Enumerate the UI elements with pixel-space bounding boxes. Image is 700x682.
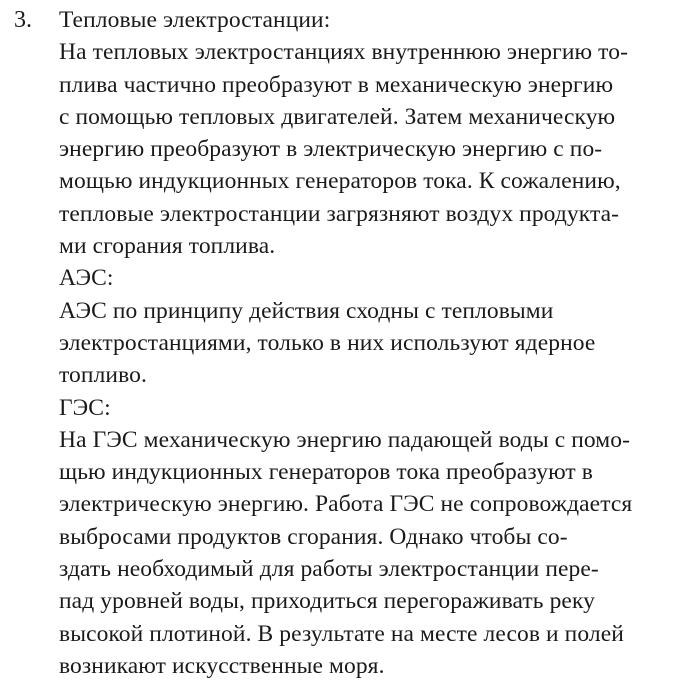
text-line: здать необходимый для работы электростанции пере-: [59, 556, 599, 583]
text-line: возникают искусственные моря.: [59, 652, 385, 679]
text-line: пад уровней воды, приходиться перегораживать реку: [59, 588, 595, 615]
text-line: На ГЭС механическую энергию падающей воды с помо-: [59, 426, 631, 453]
item-content: [59, 4, 693, 682]
text-line: высокой плотиной. В результате на месте лесов и полей: [59, 620, 624, 647]
text-line: топливо.: [59, 362, 147, 389]
text-line: АЭС по принципу действия сходны с тепловыми: [59, 297, 554, 324]
text-line: щью индукционных генераторов тока преобразуют в: [59, 459, 593, 486]
text-line: энергию преобразуют в электрическую энергию с по-: [59, 136, 603, 163]
text-line: с помощью тепловых двигателей. Затем механическую: [59, 103, 616, 130]
text-line: На тепловых электростанциях внутреннюю энергию то-: [59, 39, 629, 66]
section-hydro-power-plants: [59, 392, 693, 682]
section-thermal-power-plants: [59, 4, 693, 262]
text-line: плива частично преобразуют в механическую энергию: [59, 71, 614, 98]
text-line: тепловые электростанции загрязняют воздух продукта-: [59, 200, 620, 227]
item-number: 3.: [14, 7, 32, 33]
text-line: ми сгорания топлива.: [59, 233, 276, 260]
section-heading: Тепловые электростанции:: [59, 7, 331, 33]
section-heading: ГЭС:: [59, 394, 111, 421]
text-line: электрическую энергию. Работа ГЭС не сопровождается: [59, 491, 633, 518]
section-nuclear-power-plants: [59, 262, 693, 391]
text-line: мощью индукционных генераторов тока. К сожалению,: [59, 168, 621, 195]
section-heading: АЭС:: [59, 265, 114, 292]
text-line: выбросами продуктов сгорания. Однако чтобы со-: [59, 523, 568, 550]
text-line: электростанциями, только в них используют ядерное: [59, 329, 596, 356]
